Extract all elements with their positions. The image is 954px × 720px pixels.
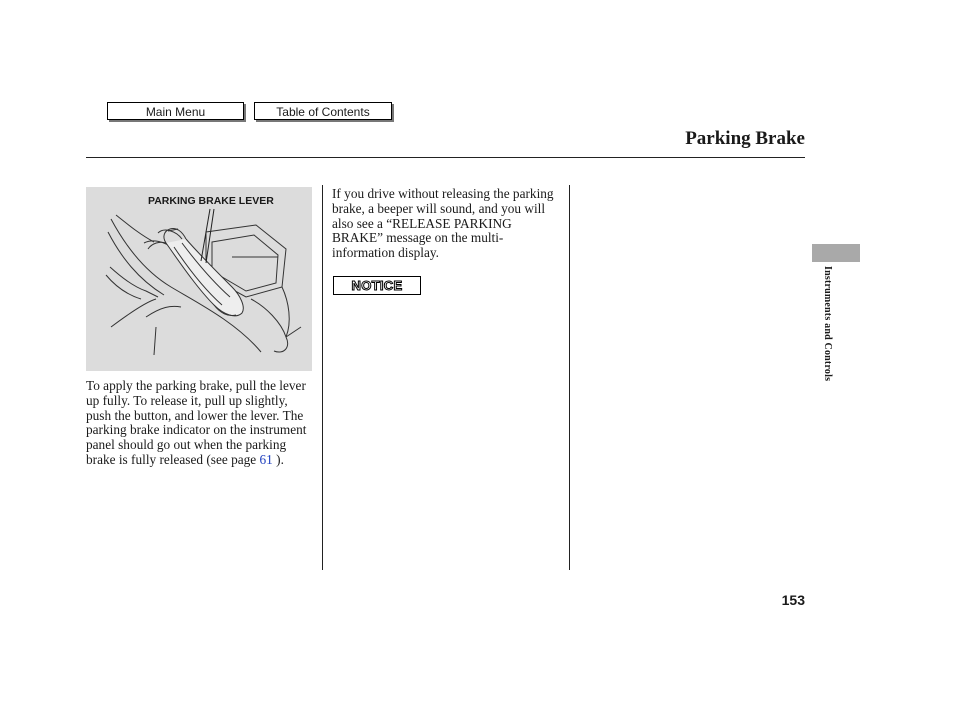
instructions-text-end: ).: [272, 451, 284, 467]
instructions-text: To apply the parking brake, pull the lever up fully. To release it, pull up slightly, push the button, and lower the lever. The parking brake indicator on the instrument panel should go out when the parking brake is fully released (see page: [86, 378, 307, 467]
column-divider-2: [569, 185, 570, 570]
page-number: 153: [781, 592, 805, 608]
main-menu-button[interactable]: Main Menu: [107, 102, 244, 120]
parking-brake-illustration: [86, 187, 312, 371]
apply-release-instructions: [86, 379, 316, 468]
section-tab: [812, 244, 860, 262]
page-61-link[interactable]: 61: [259, 451, 273, 467]
notice-label: NOTICE: [333, 276, 421, 295]
parking-brake-lever-drawing: [86, 187, 312, 371]
column-divider-1: [322, 185, 323, 570]
section-label: Instruments and Controls: [822, 266, 833, 382]
figure-caption: PARKING BRAKE LEVER: [148, 195, 274, 207]
beeper-warning-text: If you drive without releasing the parking brake, a beeper will sound, and you will also see a “RELEASE PARKING BRAKE” message on the multi-information display.: [332, 186, 554, 261]
title-divider: [86, 157, 805, 158]
table-of-contents-button[interactable]: Table of Contents: [254, 102, 392, 120]
page-title: Parking Brake: [685, 128, 805, 149]
